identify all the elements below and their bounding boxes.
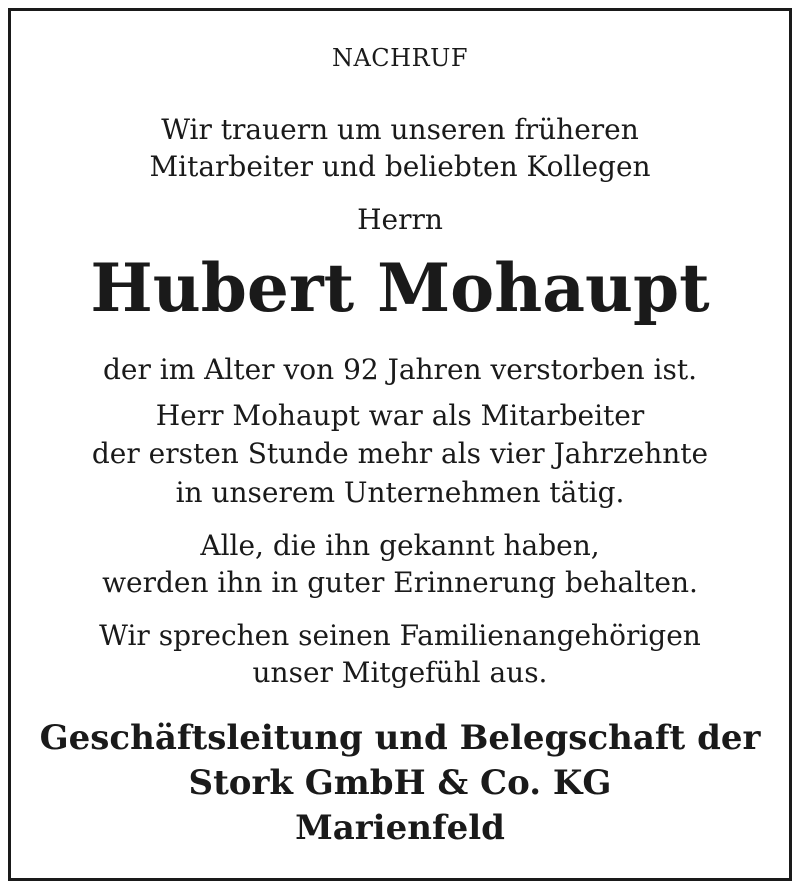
paragraph-2-line-1: Alle, die ihn gekannt haben, (200, 529, 600, 562)
notice-heading: NACHRUF (331, 44, 469, 72)
age-line: der im Alter von 92 Jahren verstorben ist. (103, 353, 697, 386)
deceased-name: Hubert Mohaupt (90, 249, 710, 327)
paragraph-1-line-2: der ersten Stunde mehr als vier Jahrzehnte (91, 437, 709, 470)
paragraph-1-line-3: in unserem Unternehmen tätig. (175, 476, 625, 509)
intro-line-1: Wir trauern um unseren früheren (161, 113, 639, 146)
signature-line-3: Marienfeld (295, 808, 505, 848)
salutation: Herrn (357, 203, 443, 236)
paragraph-1-line-1: Herr Mohaupt war als Mitarbeiter (155, 399, 645, 432)
paragraph-3-line-2: unser Mitgefühl aus. (252, 656, 548, 689)
paragraph-2-line-2: werden ihn in guter Erinnerung behalten. (102, 566, 698, 599)
signature-line-1: Geschäftsleitung und Belegschaft der (39, 718, 761, 758)
intro-line-2: Mitarbeiter und beliebten Kollegen (149, 150, 651, 183)
signature-line-2: Stork GmbH & Co. KG (188, 763, 612, 803)
paragraph-3-line-1: Wir sprechen seinen Familienangehörigen (99, 619, 701, 652)
